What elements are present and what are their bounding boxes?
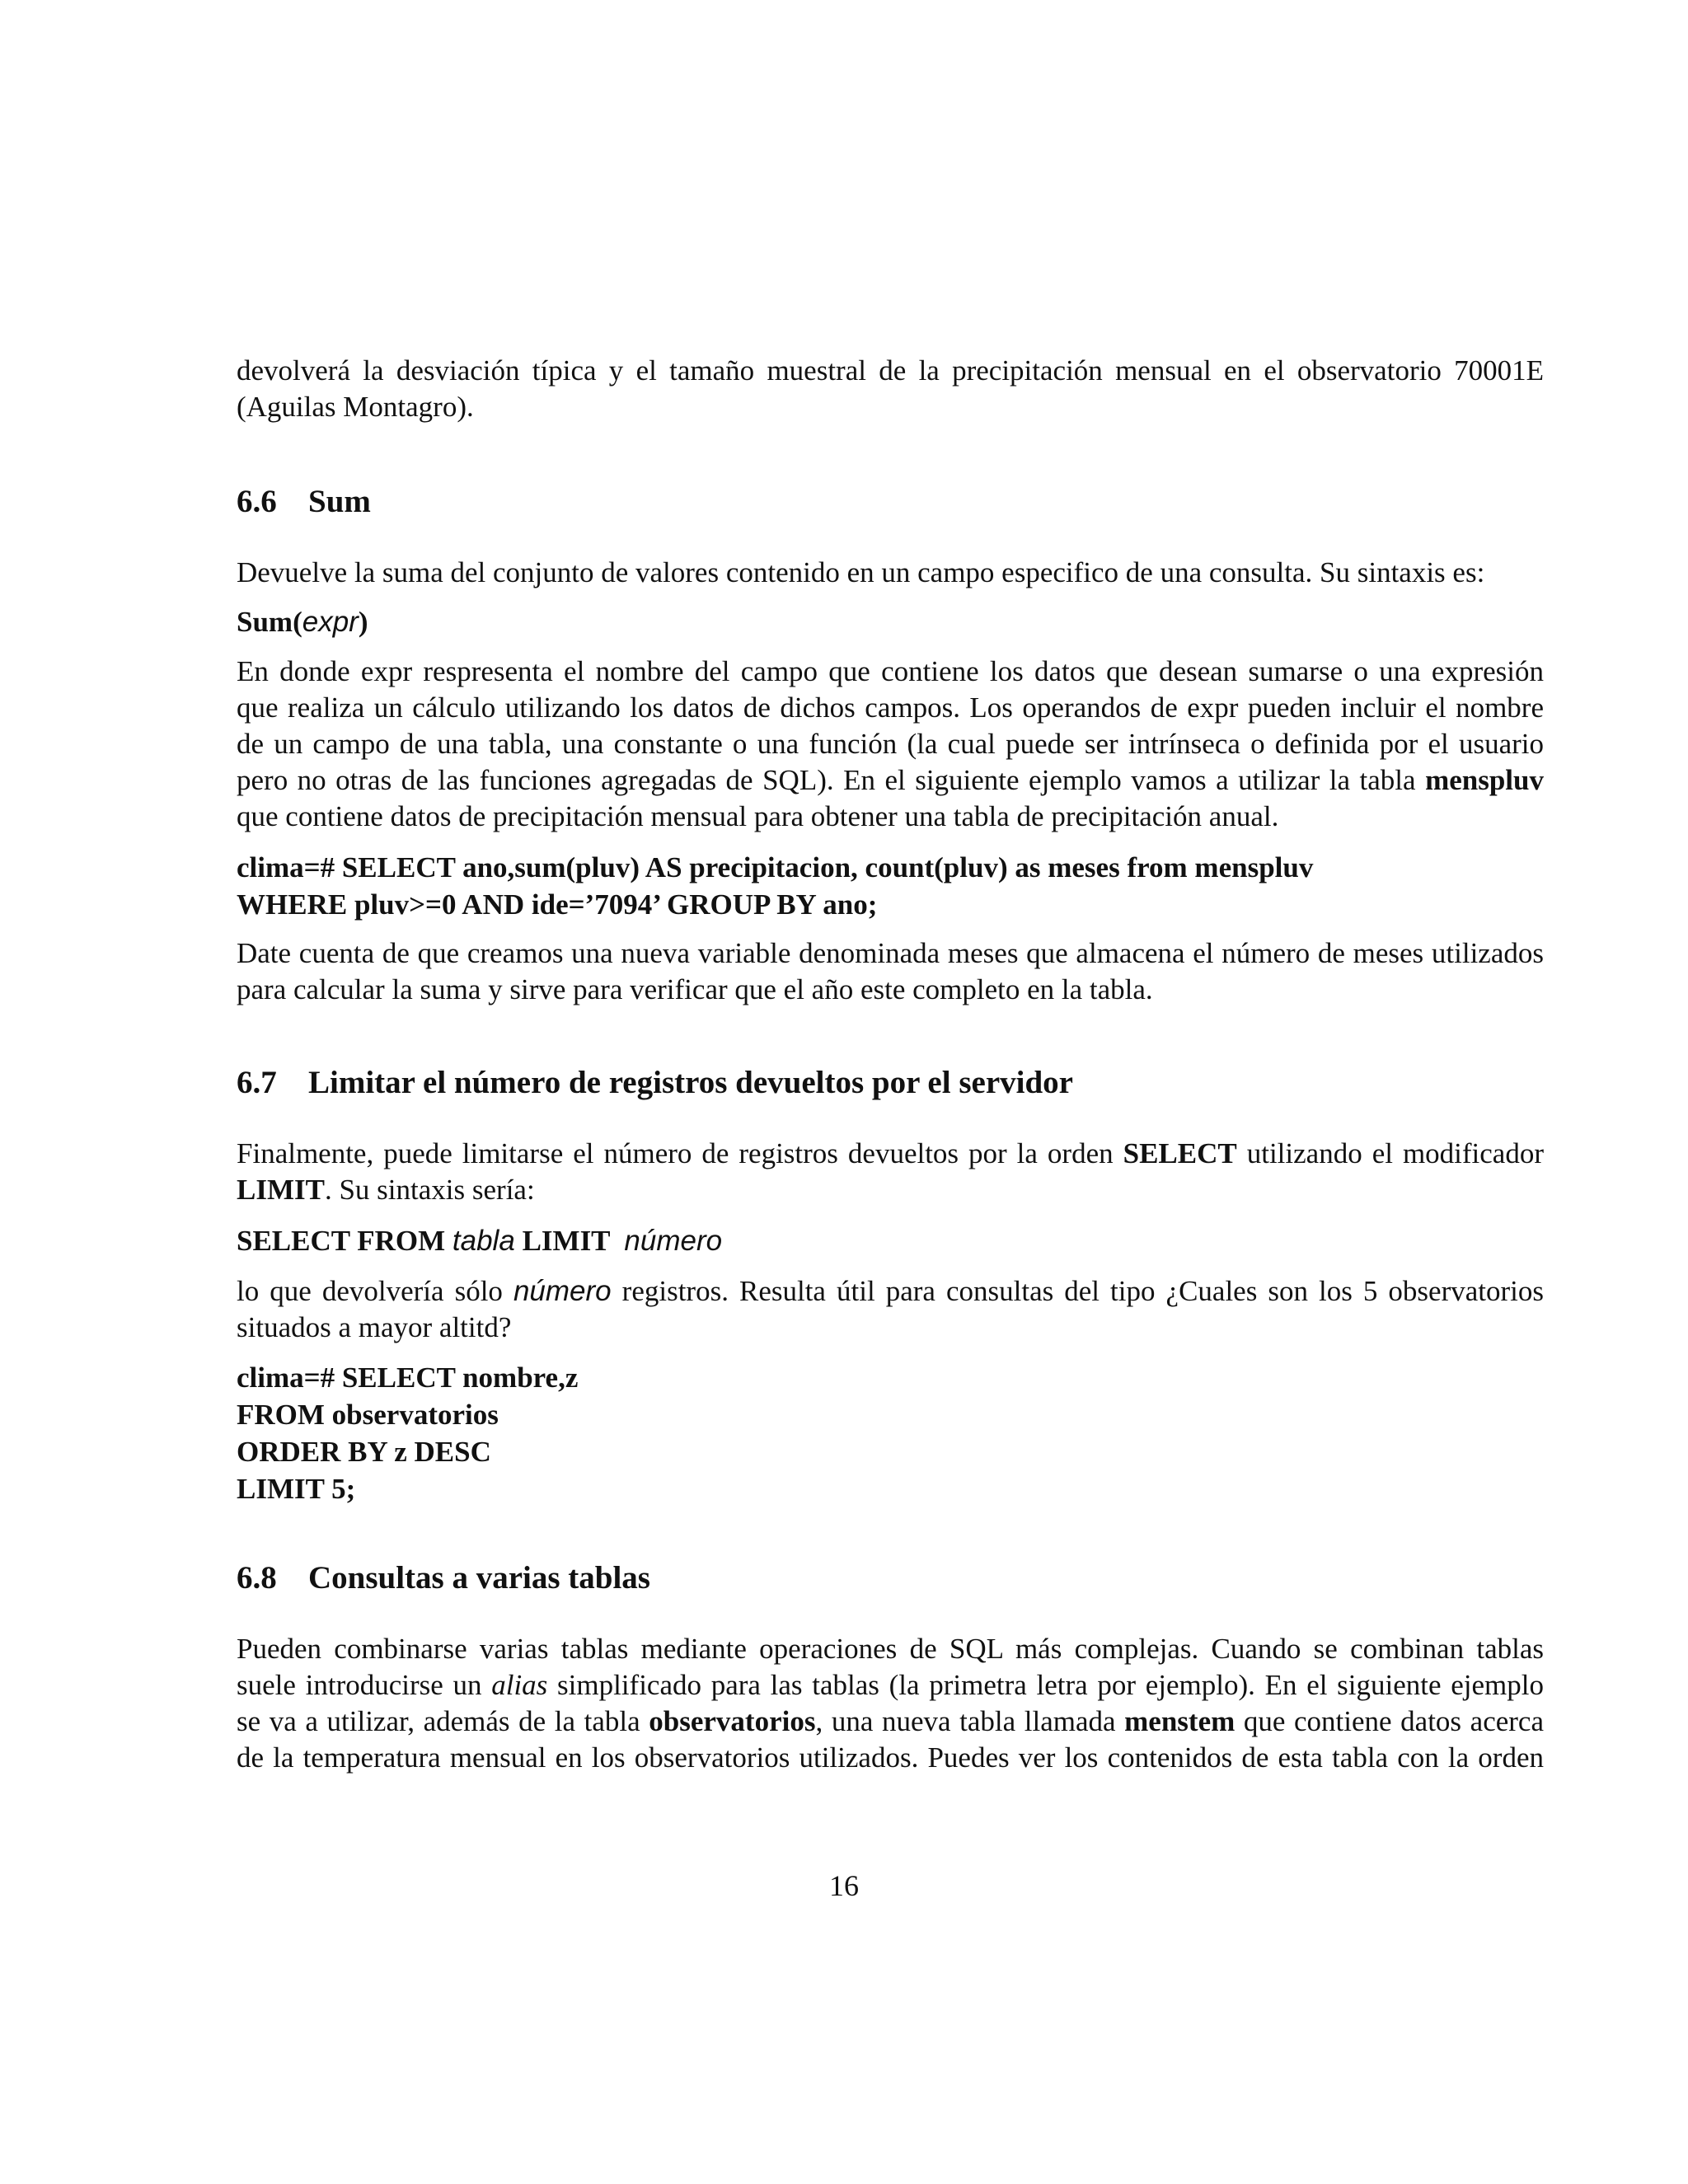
section-6-8-heading xyxy=(237,1558,650,1598)
paragraph-line: situados a mayor altitd? xyxy=(237,1311,512,1343)
paragraph-line: de un campo de una tabla, una constante o una función (la cual puede ser intrínseca o definida por el usuario xyxy=(237,728,1544,760)
keyword-limit: LIMIT xyxy=(237,1174,325,1206)
code-line: WHERE pluv>=0 AND ide=’7094’ GROUP BY ano; xyxy=(237,888,878,921)
paragraph-line: En donde expr respresenta el nombre del campo que contiene los datos que desean sumarse o una expresión xyxy=(237,655,1544,687)
line-text: lo que devolvería sólo xyxy=(237,1275,513,1307)
keyword-select: SELECT xyxy=(1123,1137,1237,1169)
sum-syntax xyxy=(237,604,368,641)
section-6-7-heading xyxy=(237,1063,1073,1103)
paragraph-line: que contiene datos de precipitación mensual para obtener una tabla de precipitación anual. xyxy=(237,800,1279,832)
section-6-6-heading xyxy=(237,482,371,522)
line-text: que contiene datos acerca xyxy=(1235,1705,1544,1737)
syntax-argument: expr xyxy=(302,606,359,638)
paragraph-line: para calcular la suma y sirve para verificar que el año este completo en la tabla. xyxy=(237,973,1153,1005)
emphasis-numero: número xyxy=(513,1275,612,1307)
paragraph-line: que realiza un cálculo utilizando los datos de dichos campos. Los operandos de expr pueden incluir el nombre xyxy=(237,691,1544,724)
paragraph-line xyxy=(237,1136,1544,1173)
code-line: clima=# SELECT nombre,z xyxy=(237,1361,579,1394)
table-name-menspluv: menspluv xyxy=(1425,764,1544,796)
section-title: Consultas a varias tablas xyxy=(308,1560,650,1596)
syntax-close: ) xyxy=(358,606,368,638)
section-title: Sum xyxy=(308,484,371,519)
intro-line-1: devolverá la desviación típica y el tamaño muestral de la precipitación mensual en el observatorio 70001E xyxy=(237,354,1544,387)
table-name-observatorios: observatorios xyxy=(649,1705,816,1737)
line-text: utilizando el modificador xyxy=(1236,1137,1544,1169)
table-name-menstem: menstem xyxy=(1124,1705,1236,1737)
paragraph-line: Date cuenta de que creamos una nueva variable denominada meses que almacena el número de meses utilizados xyxy=(237,937,1544,969)
code-line: clima=# SELECT ano,sum(pluv) AS precipitacion, count(pluv) as meses from menspluv xyxy=(237,851,1314,883)
line-text: suele introducirse un xyxy=(237,1669,492,1701)
syntax-argument: número xyxy=(624,1225,723,1257)
syntax-argument: tabla xyxy=(452,1225,515,1257)
paragraph-line xyxy=(237,1704,1544,1741)
line-text: . Su sintaxis sería: xyxy=(324,1174,535,1206)
section-number: 6.6 xyxy=(237,484,277,519)
line-text: simplificado para las tablas (la primetra letra por ejemplo). En el siguiente ejemplo xyxy=(547,1669,1544,1701)
sum-description: Devuelve la suma del conjunto de valores contenido en un campo especifico de una consulta. Su sintaxis es: xyxy=(237,556,1485,588)
code-line: LIMIT 5; xyxy=(237,1473,356,1505)
syntax-keyword: SELECT FROM xyxy=(237,1225,452,1257)
paragraph-line xyxy=(237,762,1544,799)
paragraph-line xyxy=(237,1273,1544,1310)
paragraph-line xyxy=(237,1172,535,1209)
page-number: 16 xyxy=(829,1869,859,1902)
syntax-function: Sum( xyxy=(237,606,302,638)
line-text: Finalmente, puede limitarse el número de registros devueltos por la orden xyxy=(237,1137,1123,1169)
section-number: 6.8 xyxy=(237,1560,277,1596)
paragraph-line: de la temperatura mensual en los observatorios utilizados. Puedes ver los contenidos de esta tabla con la orden xyxy=(237,1741,1544,1774)
syntax-keyword: LIMIT xyxy=(514,1225,617,1257)
paragraph-line: Pueden combinarse varias tablas mediante operaciones de SQL más complejas. Cuando se combinan tablas xyxy=(237,1633,1544,1665)
limit-syntax xyxy=(237,1223,722,1260)
line-text: se va a utilizar, además de la tabla xyxy=(237,1705,649,1737)
paragraph-line xyxy=(237,1667,1544,1704)
section-number: 6.7 xyxy=(237,1065,277,1100)
line-text: registros. Resulta útil para consultas del tipo ¿Cuales son los 5 observatorios xyxy=(611,1275,1544,1307)
intro-line-2: (Aguilas Montagro). xyxy=(237,391,474,423)
emphasis-alias: alias xyxy=(491,1669,548,1701)
code-line: ORDER BY z DESC xyxy=(237,1436,491,1468)
section-title: Limitar el número de registros devueltos por el servidor xyxy=(308,1065,1073,1100)
code-line: FROM observatorios xyxy=(237,1399,499,1431)
line-text: , una nueva tabla llamada xyxy=(815,1705,1125,1737)
line-text: pero no otras de las funciones agregadas de SQL). En el siguiente ejemplo vamos a utilizar la tabla xyxy=(237,764,1426,796)
